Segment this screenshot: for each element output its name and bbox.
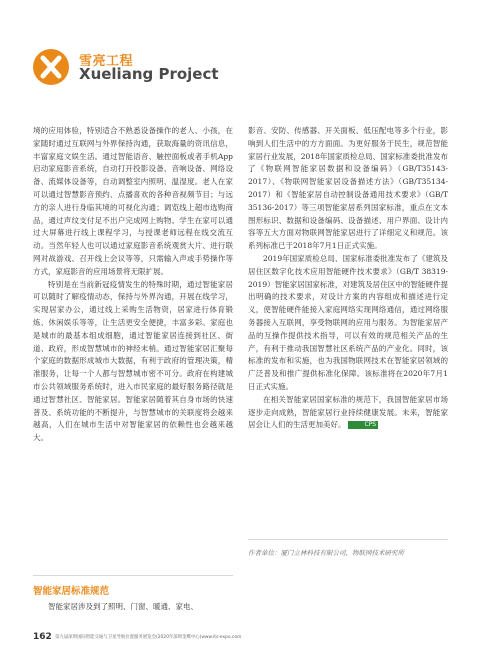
page-footer (33, 632, 453, 644)
author-divider (248, 539, 448, 540)
section-divider (33, 575, 233, 576)
body-paragraph: 2019年国家质检总局、国家标准委批准发布了《建筑及居住区数字化技术应用智能硬件技术要求》（GB/T 38319-2019）智能家居国家标准，对建筑及居住区中的智能硬件提出明确的技术要求，对设计方案的内容组成和描述进行定义，使智能硬件能接入家庭网络实现网络通信，通过网络服务器接入互联网，享受物联网的应用与服务。为智能家居产品的互操作提供技术指导，可以有效的规范相关产品的生产，有利于推动我国智慧社区系统产品的产业化。同时，该标准的发布和实施，也为我国物联网技术在智能家居领域的广泛普及和推广提供标准化保障。该标准将在2020年7月1日正式实施。 (248, 253, 448, 391)
author-affiliation: 作者单位：厦门立林科技有限公司，物联网技术研究所 (248, 549, 404, 557)
right-column (248, 125, 448, 432)
left-column (33, 125, 233, 445)
body-paragraph: 特别是在当前新冠疫情发生的特殊时期，通过智能家居可以随时了解疫情动态，保持与外界沟通，开展在线学习，实现居家办公，通过线上采购生活物资，居家进行体育锻炼、休闲娱乐等等，让生活更安全便捷，丰富多彩。家庭也是城市的最基本组成细胞，通过智能家居连接到社区、街道、政府，形成智慧城市的神经末梢。通过智能家居汇聚每个家庭的数据形成城市大数据，有利于政府的管理决策，精准服务，让每一个人都与智慧城市密不可分。政府在构建城市公共领域服务系统时，进入市民家庭的最好服务路径就是通过智慧社区、智能家居。智能家居随着其自身市场的快速普及、系统功能的不断提升，与智慧城市的关联度将会越来越高，人们在城市生活中对智能家居的依赖性也会越来越大。 (33, 279, 233, 443)
section-first-line: 智能家居涉及到了照明、门窗、暖通、家电、 (48, 602, 198, 611)
page-number: 162 (33, 632, 52, 642)
end-mark-icon: CPS (348, 421, 379, 429)
brand-title-cn: 雪亮工程 (79, 54, 134, 69)
footer-text: 第九届深圳国际智能交通与卫星导航位置服务展览会(2020年深圳金鹰中心)www.its-expo.com (55, 635, 242, 640)
body-paragraph: 影音、安防、传感器、开关面板、低压配电等多个行业，影响到人们生活中的方方面面。为更好服务于民生，规范智能家居行业发展，2018年国家质检总局、国家标准委批准发布了《物联网智能家居数据和设备编码》（GB/T35143-2017）、《物联网智能家居设备描述方法》（GB/T35134-2017）和《智能家居自动控制设备通用技术要求》（GB/T 35136-2017）等三项智能家居系列国家标准，重点在文本图形标识、数据和设备编码、设备描述、用户界面、设计内容等五大方面对物联网智能家居进行了详细定义和规范。该系列标准已于2018年7月1日正式实施。 (248, 126, 448, 251)
brand-title-en: Xueliang Project (79, 65, 219, 83)
body-paragraph (248, 394, 448, 432)
x-logo-icon (33, 49, 69, 85)
body-paragraph: 境的应用体验，特别适合不熟悉设备操作的老人、小孩，在家随时通过互联网与外界保持沟通，获取海量的资讯信息，丰富家庭文娱生活。通过智能语音、触控面板或者手机App启动家庭影音系统，自动打开投影设备、音响设备、网络设备、流媒体设备等，自动调整室内照明、温湿度。老人在家可以通过智慧影音预约、点播喜欢的各种音视频节目；与远方的亲人进行身临其境的可视化沟通；调览线上超市选购商品，通过声纹支付足不出户完成网上购物。学生在家可以通过大屏幕进行线上课程学习，与授课老师远程在线交流互动。当然年轻人也可以通过家庭影音系统观赏大片、进行联网对战游戏、召开线上会议等等，只需输入声或手势操作等方式，家庭影音的应用场景将无限扩展。 (33, 126, 233, 276)
section-heading: 智能家居标准规范 (33, 586, 110, 597)
closing-paragraph-text: 在相关智能家居国家标准的规范下，我国智能家居市场逐步走向成熟，智能家居行业持续健康发展。未来，智能家居会让人们的生活更加美好。 (248, 394, 448, 430)
